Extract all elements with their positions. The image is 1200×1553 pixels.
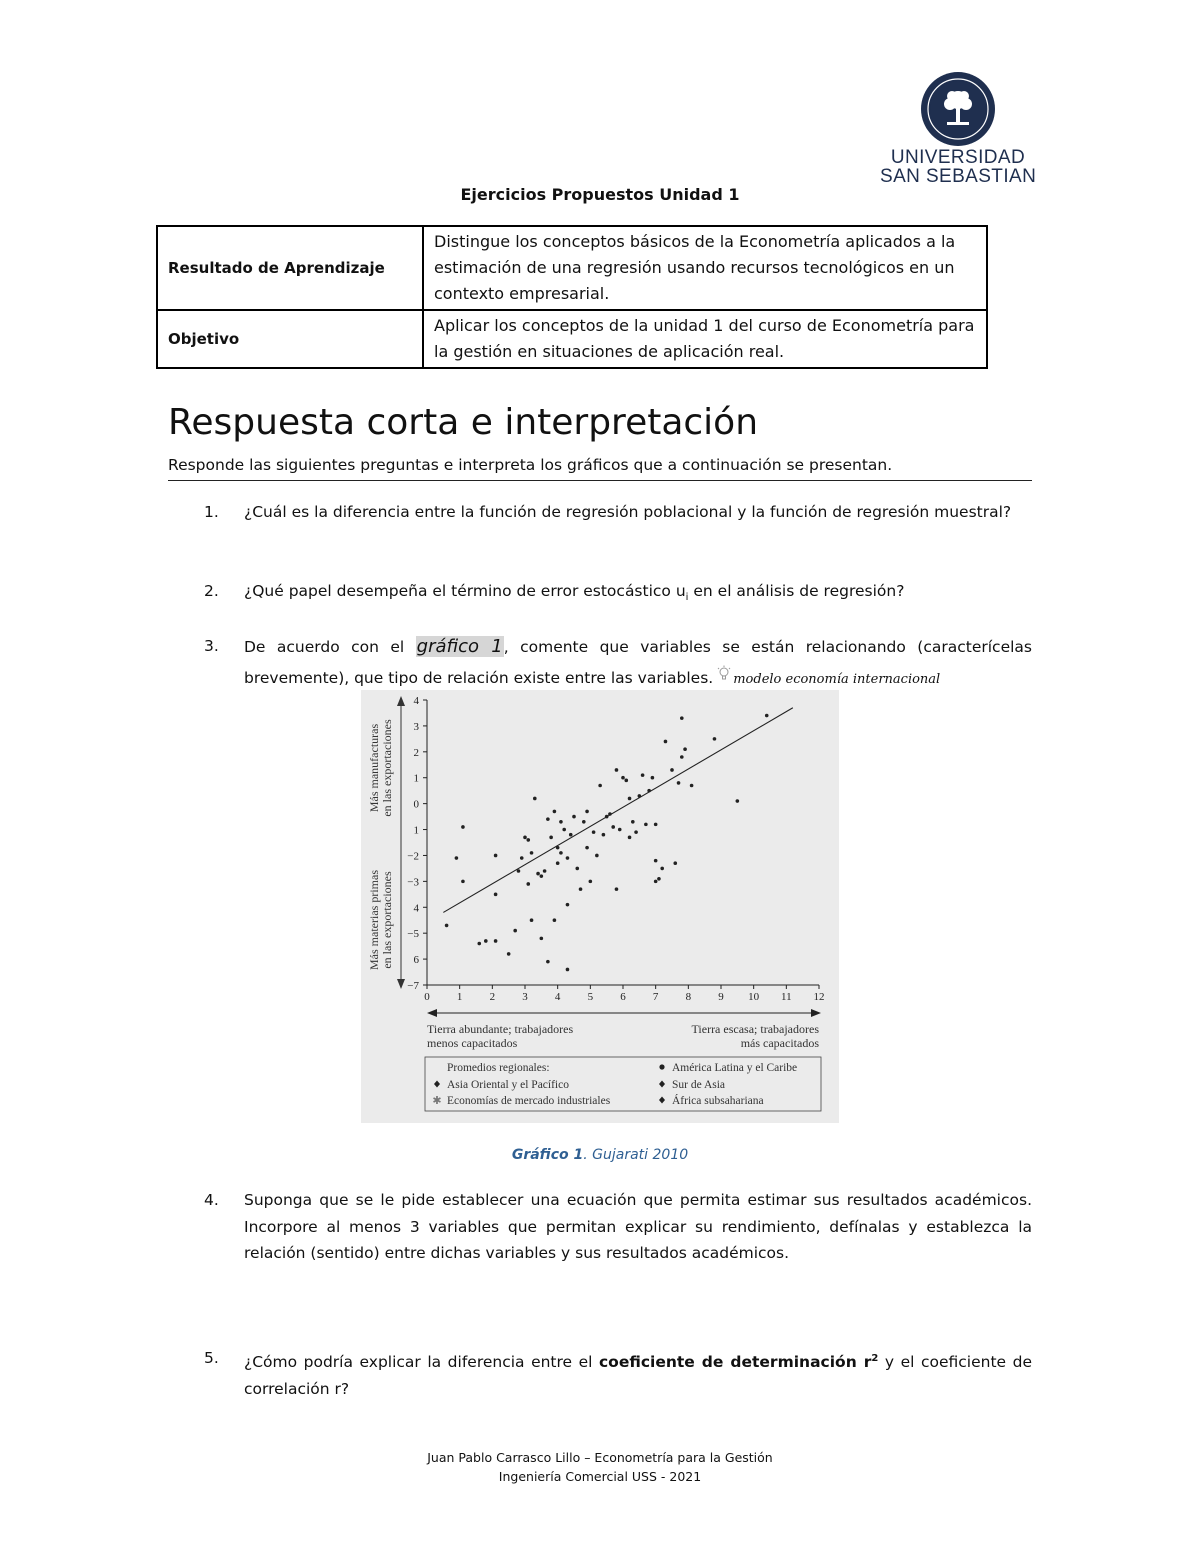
x-tick-label: 5 <box>587 991 594 1003</box>
question-1 <box>204 499 1032 526</box>
data-point <box>559 851 563 855</box>
arrow-left-icon <box>427 1009 437 1017</box>
x-tick-label: 7 <box>652 991 659 1003</box>
question-text-part: en el análisis de regresión? <box>688 582 905 600</box>
data-point <box>540 937 544 941</box>
data-point <box>566 903 570 907</box>
data-point <box>455 856 459 860</box>
regression-line <box>443 708 793 913</box>
data-point <box>736 799 740 803</box>
data-point <box>670 768 674 772</box>
data-point <box>598 784 602 788</box>
data-point <box>651 776 655 780</box>
question-bold-term: coeficiente de determinación r <box>598 1353 872 1372</box>
x-tick-label: 3 <box>522 991 528 1003</box>
x-tick-label: 1 <box>456 991 463 1003</box>
question-text: ¿Cuál es la diferencia entre la función de regresión poblacional y la función de regresión muestral? <box>244 503 1012 521</box>
legend-label: Economías de mercado industriales <box>447 1095 611 1107</box>
table-value-cell: Aplicar los conceptos de la unidad 1 del curso de Econometría para la gestión en situaciones de aplicación real. <box>423 310 987 368</box>
data-point <box>579 887 583 891</box>
x-tick-label: 8 <box>685 991 692 1003</box>
x-label-right-line-1: Tierra escasa; trabajadores <box>691 1022 819 1036</box>
data-point <box>530 918 534 922</box>
question-2 <box>204 578 1032 611</box>
document-title: Ejercicios Propuestos Unidad 1 <box>460 185 740 204</box>
data-point <box>664 740 668 744</box>
data-point <box>657 877 661 881</box>
y-label-top-line-2: en las exportaciones <box>380 719 394 817</box>
tree-seal-icon <box>919 70 997 148</box>
caption-rest: . Gujarati 2010 <box>583 1147 689 1163</box>
table-value-cell: Distingue los conceptos básicos de la Econometría aplicados a la estimación de una regresión usando recursos tecnológicos en un contexto empresarial. <box>423 226 987 310</box>
data-point <box>562 828 566 832</box>
data-point <box>615 887 619 891</box>
data-point <box>494 939 498 943</box>
legend-label: América Latina y el Caribe <box>672 1062 798 1074</box>
question-3 <box>204 631 1032 695</box>
x-label-left-line-1: Tierra abundante; trabajadores <box>427 1022 574 1036</box>
data-point <box>611 825 615 829</box>
data-point <box>654 859 658 863</box>
data-point <box>556 861 560 865</box>
data-point <box>582 820 586 824</box>
y-tick-label: 1 <box>413 824 419 837</box>
footer-line-1: Juan Pablo Carrasco Lillo – Econometría para la Gestión <box>427 1450 773 1465</box>
y-tick-label: 4 <box>413 902 419 915</box>
y-tick-label: −7 <box>407 980 419 992</box>
data-point <box>553 810 557 814</box>
data-point <box>677 781 681 785</box>
question-text-part: , comente que variables se están relacionando (caracterícelas brevemente), que tipo de relación existe entre las variables. <box>244 638 1032 687</box>
data-point <box>631 820 635 824</box>
data-point <box>553 918 557 922</box>
data-point <box>566 856 570 860</box>
data-point <box>654 880 658 884</box>
data-point <box>690 784 694 788</box>
x-tick-label: 0 <box>424 991 430 1003</box>
data-point <box>445 924 449 928</box>
scatter-chart-figure <box>361 690 839 1123</box>
legend-label: Asia Oriental y el Pacífico <box>447 1079 569 1091</box>
data-point <box>546 817 550 821</box>
question-number: 4. <box>204 1191 219 1209</box>
legend-marker <box>659 1097 665 1104</box>
data-point <box>673 861 677 865</box>
y-label-top-line-1: Más manufacturas <box>367 723 381 813</box>
question-number: 1. <box>204 503 219 521</box>
legend-marker <box>659 1064 664 1069</box>
y-tick-label: 0 <box>413 798 419 811</box>
table-row <box>157 310 987 368</box>
x-tick-label: 2 <box>489 991 496 1003</box>
data-point <box>484 939 488 943</box>
data-point <box>585 846 589 850</box>
data-point <box>647 789 651 793</box>
x-tick-label: 6 <box>620 991 626 1003</box>
data-point <box>644 823 648 827</box>
y-tick-label: 4 <box>413 695 419 707</box>
data-point <box>605 815 609 819</box>
data-point <box>533 797 537 801</box>
data-point <box>477 942 481 946</box>
y-label-bottom-line-1: Más materias primas <box>367 870 381 970</box>
y-tick-label: 3 <box>413 720 419 733</box>
data-point <box>654 823 658 827</box>
data-point <box>569 833 573 837</box>
question-number: 5. <box>204 1349 219 1367</box>
data-point <box>566 968 570 972</box>
data-point <box>589 880 593 884</box>
data-point <box>556 846 560 850</box>
question-text-part: y el coeficiente de correlación r? <box>244 1353 1032 1399</box>
data-point <box>507 952 511 956</box>
legend-marker <box>434 1081 440 1088</box>
data-point <box>536 872 540 876</box>
x-tick-label: 4 <box>554 991 561 1003</box>
graph-reference-link[interactable]: gráfico 1 <box>416 636 503 657</box>
data-point <box>494 893 498 897</box>
data-point <box>683 747 687 751</box>
data-point <box>615 768 619 772</box>
question-text <box>244 631 1032 695</box>
data-point <box>595 854 599 858</box>
data-point <box>660 867 664 871</box>
y-tick-label: 2 <box>413 746 419 759</box>
legend-marker <box>659 1081 665 1088</box>
legend-marker: ✱ <box>432 1095 442 1107</box>
data-point <box>513 929 517 933</box>
y-tick-label: −5 <box>407 928 419 941</box>
question-number: 2. <box>204 582 219 600</box>
data-point <box>680 716 684 720</box>
data-point <box>559 820 563 824</box>
data-point <box>526 838 530 842</box>
data-point <box>628 836 632 840</box>
y-tick-label: 1 <box>413 772 419 785</box>
data-point <box>628 797 632 801</box>
data-point <box>641 773 645 777</box>
data-point <box>621 776 625 780</box>
footer-line-2: Ingeniería Comercial USS - 2021 <box>498 1469 702 1484</box>
question-text <box>244 578 1032 611</box>
data-point <box>585 810 589 814</box>
table-label-cell: Objetivo <box>157 310 423 368</box>
arrow-down-icon <box>397 979 405 989</box>
data-point <box>530 851 534 855</box>
x-tick-label: 11 <box>781 991 792 1003</box>
question-text-part: ¿Qué papel desempeña el término de error estocástico <box>244 582 676 600</box>
caption-bold: Gráfico 1 <box>511 1147 584 1163</box>
lightbulb-icon[interactable] <box>715 663 733 681</box>
data-point <box>713 737 717 741</box>
data-point <box>461 825 465 829</box>
scatter-chart <box>361 690 839 1123</box>
question-5 <box>204 1345 1032 1403</box>
question-text: Suponga que se le pide establecer una ecuación que permita estimar sus resultados académicos. Incorpore al menos 3 variables que permitan explicar su rendimiento, defínalas y establezca la relación (sentido) entre dichas variables y sus resultados académicos. <box>244 1191 1032 1262</box>
data-point <box>549 836 553 840</box>
question-number: 3. <box>204 637 219 655</box>
x-tick-label: 10 <box>748 991 760 1003</box>
superscript: 2 <box>871 1353 879 1364</box>
data-point <box>624 779 628 783</box>
data-point <box>638 794 642 798</box>
data-point <box>634 830 638 834</box>
error-term-subscript: i <box>685 592 689 604</box>
data-point <box>520 856 524 860</box>
x-tick-label: 9 <box>718 991 724 1003</box>
y-label-bottom-line-2: en las exportaciones <box>380 871 394 969</box>
data-point <box>575 867 579 871</box>
y-tick-label: −2 <box>407 850 419 863</box>
data-point <box>572 815 576 819</box>
legend-label: África subsahariana <box>672 1095 764 1107</box>
section-subtitle: Responde las siguientes preguntas e interpreta los gráficos que a continuación se presentan. <box>168 456 1032 481</box>
arrow-up-icon <box>397 696 405 706</box>
data-point <box>765 714 769 718</box>
data-point <box>526 882 530 886</box>
data-point <box>540 874 544 878</box>
learning-outcome-table <box>156 225 988 369</box>
question-text <box>244 1345 1032 1403</box>
data-point <box>602 833 606 837</box>
data-point <box>608 812 612 816</box>
data-point <box>517 869 521 873</box>
annotation-note: modelo economía internacional <box>733 672 941 687</box>
logo-line-2: SAN SEBASTIAN <box>880 166 1037 187</box>
question-4 <box>204 1187 1032 1267</box>
question-text-part: De acuerdo con el <box>244 638 416 656</box>
legend-title: Promedios regionales: <box>447 1062 550 1074</box>
legend-label: Sur de Asia <box>672 1079 726 1091</box>
x-label-left-line-2: menos capacitados <box>427 1036 518 1050</box>
data-point <box>494 854 498 858</box>
data-point <box>523 836 527 840</box>
data-point <box>618 828 622 832</box>
university-logo <box>880 70 1036 185</box>
logo-line-1: UNIVERSIDAD <box>890 147 1026 168</box>
page-footer <box>0 1448 1200 1486</box>
figure-caption <box>0 1147 1200 1163</box>
table-row <box>157 226 987 310</box>
data-point <box>546 960 550 964</box>
section-heading: Respuesta corta e interpretación <box>168 402 759 443</box>
x-label-right-line-2: más capacitados <box>740 1036 819 1050</box>
error-term-symbol: u <box>675 582 686 600</box>
x-tick-label: 12 <box>813 991 825 1003</box>
question-text-part: ¿Cómo podría explicar la diferencia entre el <box>244 1353 599 1372</box>
y-tick-label: 6 <box>413 954 419 967</box>
arrow-right-icon <box>811 1009 821 1017</box>
data-point <box>543 869 547 873</box>
data-point <box>680 755 684 759</box>
data-point <box>461 880 465 884</box>
data-point <box>592 830 596 834</box>
y-tick-label: −3 <box>407 876 419 889</box>
table-label-cell: Resultado de Aprendizaje <box>157 226 423 310</box>
